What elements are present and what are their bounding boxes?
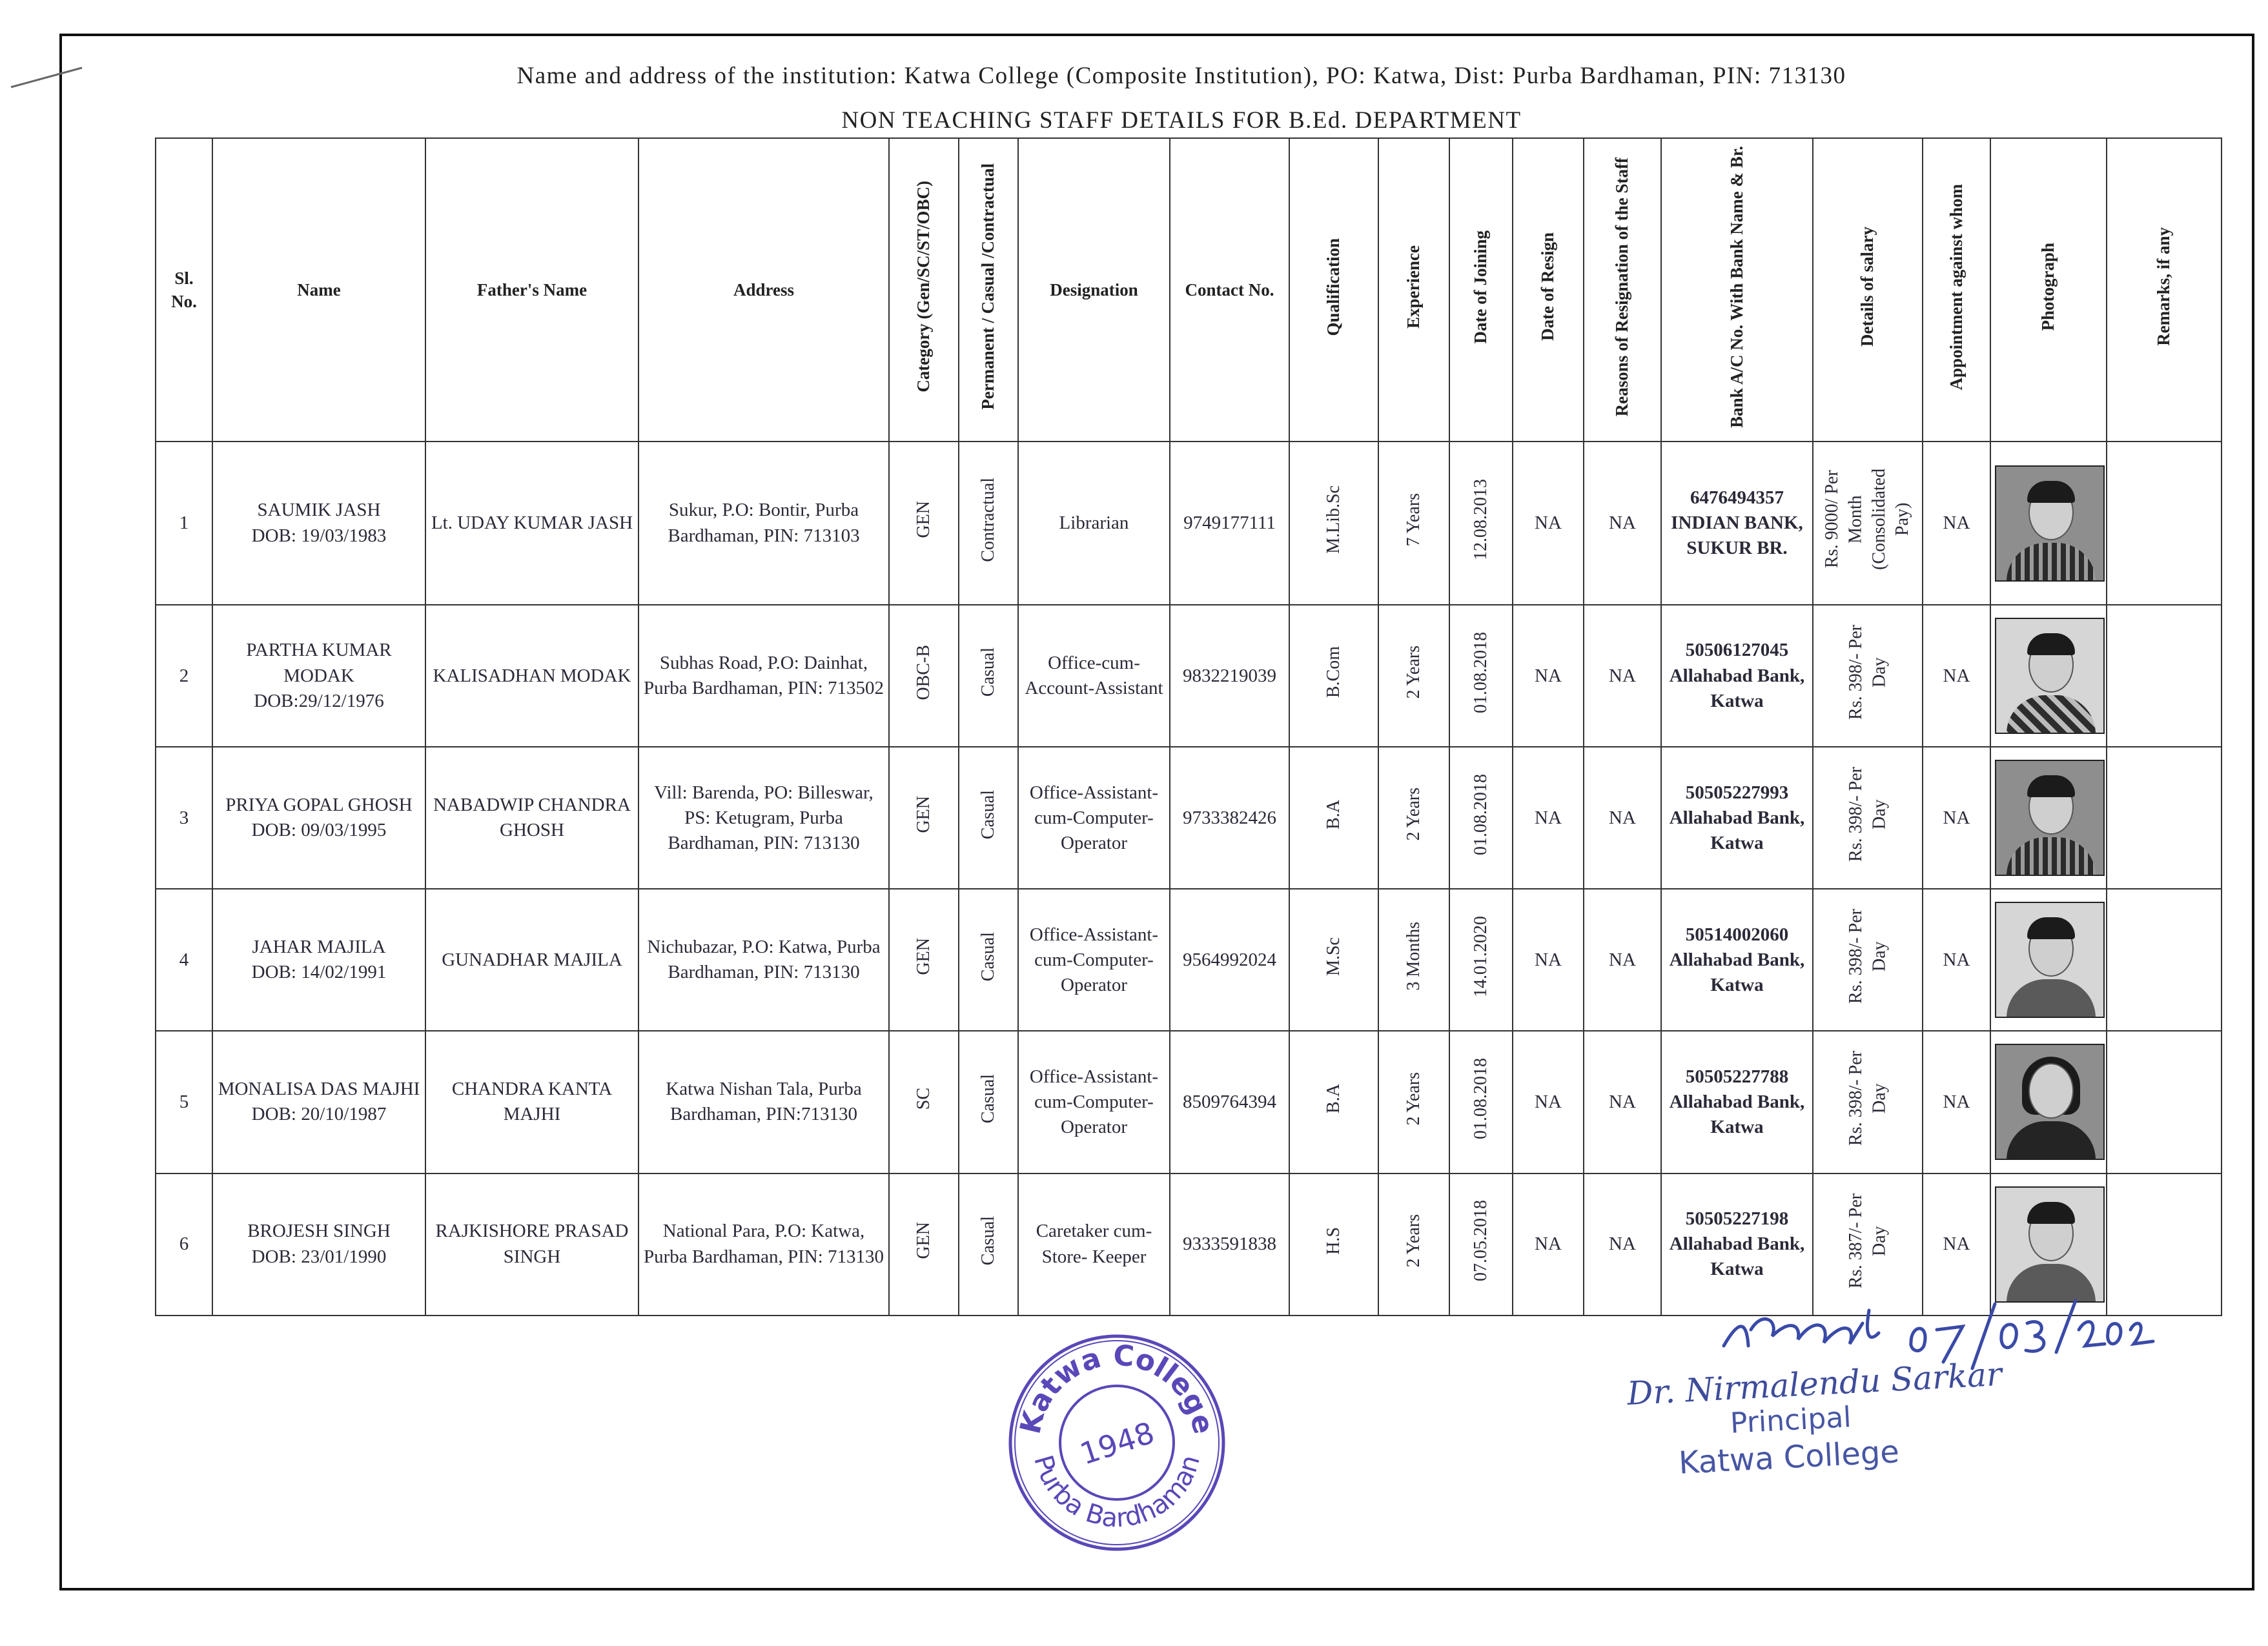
bank-account: 50505227993 <box>1685 782 1789 803</box>
cell-sl: 2 <box>156 605 212 747</box>
staff-name: JAHAR MAJILA <box>252 937 386 958</box>
cell-experience: 2 Years <box>1403 1072 1424 1126</box>
cell-father: RAJKISHORE PRASAD SINGH <box>425 1174 639 1316</box>
staff-dob: DOB: 20/10/1987 <box>251 1104 387 1125</box>
bank-name: Allahabad Bank, Katwa <box>1669 1091 1805 1138</box>
header-salary: Details of salary <box>1857 227 1877 347</box>
seal-year: 1948 <box>1076 1415 1159 1472</box>
cell-type: Casual <box>977 789 998 839</box>
staff-name: SAUMIK JASH <box>257 500 381 521</box>
table-row <box>156 1031 2222 1173</box>
cell-name <box>212 1174 425 1316</box>
cell-reason: NA <box>1584 605 1661 747</box>
cell-sl: 1 <box>156 442 212 605</box>
bank-account: 50505227788 <box>1685 1066 1789 1087</box>
cell-contact: 9333591838 <box>1170 1174 1289 1316</box>
cell-category: SC <box>913 1087 934 1110</box>
staff-dob: DOB: 23/01/1990 <box>251 1246 387 1267</box>
table-row <box>156 605 2222 747</box>
cell-name <box>212 442 425 605</box>
header-designation: Designation <box>1018 138 1170 442</box>
seal-top-text: Katwa College <box>1014 1339 1220 1438</box>
cell-father: NABADWIP CHANDRA GHOSH <box>425 747 639 889</box>
cell-contact: 9832219039 <box>1170 605 1289 747</box>
cell-father: CHANDRA KANTA MAJHI <box>425 1031 639 1173</box>
cell-bank <box>1661 747 1813 889</box>
header-sl: Sl. No. <box>156 138 212 442</box>
header-father: Father's Name <box>425 138 639 442</box>
signatory-college: Katwa College <box>1677 1434 1901 1481</box>
table-row <box>156 442 2222 605</box>
header-address: Address <box>639 138 889 442</box>
cell-resign: NA <box>1513 1031 1584 1173</box>
header-appointment: Appointment against whom <box>1946 183 1966 391</box>
cell-joining: 01.08.2018 <box>1470 1057 1491 1139</box>
cell-designation: Office-Assistant-cum-Computer-Operator <box>1018 889 1170 1031</box>
cell-remarks <box>2107 1031 2222 1173</box>
staff-dob: DOB:29/12/1976 <box>254 690 384 711</box>
header-joining: Date of Joining <box>1471 230 1491 344</box>
cell-contact: 9564992024 <box>1170 889 1289 1031</box>
college-seal <box>1004 1330 1230 1556</box>
cell-designation: Office-Assistant-cum-Computer-Operator <box>1018 747 1170 889</box>
cell-address: Vill: Barenda, PO: Billeswar, PS: Ketugram, Purba Bardhaman, PIN: 713130 <box>639 747 889 889</box>
cell-remarks <box>2107 605 2222 747</box>
staff-dob: DOB: 19/03/1983 <box>251 525 387 546</box>
cell-photo <box>1990 747 2107 889</box>
cell-photo <box>1990 889 2107 1031</box>
staff-name: PRIYA GOPAL GHOSH <box>225 795 413 816</box>
cell-category: GEN <box>913 1222 934 1259</box>
cell-contact: 8509764394 <box>1170 1031 1289 1173</box>
header-resign: Date of Resign <box>1538 232 1558 341</box>
svg-text:Katwa College <box>1014 1339 1220 1437</box>
cell-reason: NA <box>1584 1174 1661 1316</box>
header-category: Category (Gen/SC/ST/OBC) <box>914 181 934 393</box>
bank-name: Allahabad Bank, Katwa <box>1669 1234 1805 1280</box>
cell-type: Casual <box>977 647 998 697</box>
cell-appointment: NA <box>1923 747 1990 889</box>
cell-reason: NA <box>1584 889 1661 1031</box>
bank-account: 6476494357 <box>1690 487 1784 508</box>
cell-designation: Caretaker cum-Store- Keeper <box>1018 1174 1170 1316</box>
header-remarks: Remarks, if any <box>2154 227 2174 347</box>
table-row <box>156 889 2222 1031</box>
cell-address: Subhas Road, P.O: Dainhat, Purba Bardhaman, PIN: 713502 <box>639 605 889 747</box>
header-bank: Bank A/C No. With Bank Name & Br. <box>1726 145 1746 428</box>
bank-account: 50506127045 <box>1685 640 1789 661</box>
table-header-row <box>156 138 2222 442</box>
cell-sl: 6 <box>156 1174 212 1316</box>
header-reason: Reasons of Resignation of the Staff <box>1612 157 1632 416</box>
cell-name <box>212 605 425 747</box>
cell-salary: Rs. 9000/ Per Month (Consolidated Pay) <box>1822 469 1913 571</box>
cell-photo <box>1990 1031 2107 1173</box>
staff-photo <box>1995 902 2105 1018</box>
cell-salary: Rs. 398/- Per Day <box>1845 1051 1889 1146</box>
cell-resign: NA <box>1513 1174 1584 1316</box>
cell-joining: 01.08.2018 <box>1470 631 1491 713</box>
cell-resign: NA <box>1513 605 1584 747</box>
bank-name: INDIAN BANK, SUKUR BR. <box>1671 512 1803 559</box>
cell-address: Nichubazar, P.O: Katwa, Purba Bardhaman, PIN: 713130 <box>639 889 889 1031</box>
stray-pen-mark <box>8 65 85 90</box>
cell-category: GEN <box>913 501 934 538</box>
cell-contact: 9749177111 <box>1170 442 1289 605</box>
cell-qualification: M.Lib.Sc <box>1323 485 1343 554</box>
cell-experience: 2 Years <box>1403 645 1424 699</box>
cell-bank <box>1661 605 1813 747</box>
cell-type: Contractual <box>977 477 998 562</box>
cell-address: Katwa Nishan Tala, Purba Bardhaman, PIN:713130 <box>639 1031 889 1173</box>
cell-bank <box>1661 442 1813 605</box>
cell-joining: 12.08.2013 <box>1470 478 1491 560</box>
cell-joining: 07.05.2018 <box>1470 1200 1491 1282</box>
cell-father: GUNADHAR MAJILA <box>425 889 639 1031</box>
signatory-title: Principal <box>1729 1401 1852 1440</box>
bank-account: 50514002060 <box>1685 924 1789 945</box>
cell-experience: 2 Years <box>1403 1214 1424 1268</box>
cell-qualification: B.A <box>1323 799 1343 829</box>
staff-name: MONALISA DAS MAJHI <box>218 1079 420 1100</box>
cell-sl: 3 <box>156 747 212 889</box>
cell-appointment: NA <box>1923 1031 1990 1173</box>
cell-category: GEN <box>913 938 934 975</box>
seal-bottom-text: Purba Bardhaman <box>1028 1452 1206 1534</box>
cell-address: National Para, P.O: Katwa, Purba Bardhaman, PIN: 713130 <box>639 1174 889 1316</box>
cell-bank <box>1661 1031 1813 1173</box>
staff-photo <box>1995 465 2105 582</box>
cell-resign: NA <box>1513 442 1584 605</box>
cell-reason: NA <box>1584 442 1661 605</box>
cell-remarks <box>2107 747 2222 889</box>
cell-photo <box>1990 605 2107 747</box>
staff-dob: DOB: 09/03/1995 <box>251 820 387 841</box>
cell-qualification: B.Com <box>1323 646 1343 698</box>
cell-salary: Rs. 398/- Per Day <box>1845 909 1889 1004</box>
header-name: Name <box>212 138 425 442</box>
cell-qualification: B.A <box>1323 1083 1343 1113</box>
cell-bank <box>1661 889 1813 1031</box>
staff-name: BROJESH SINGH <box>247 1221 391 1242</box>
staff-photo <box>1995 760 2105 876</box>
staff-name: PARTHA KUMAR MODAK <box>246 640 392 686</box>
cell-salary: Rs. 398/- Per Day <box>1845 625 1889 720</box>
cell-experience: 2 Years <box>1403 787 1424 841</box>
cell-qualification: H.S <box>1323 1226 1343 1255</box>
cell-father: KALISADHAN MODAK <box>425 605 639 747</box>
cell-category: GEN <box>913 795 934 833</box>
cell-sl: 4 <box>156 889 212 1031</box>
svg-text:Purba Bardhaman <box>1028 1452 1206 1533</box>
cell-sl: 5 <box>156 1031 212 1173</box>
staff-photo <box>1995 1044 2105 1160</box>
cell-designation: Office-cum-Account-Assistant <box>1018 605 1170 747</box>
header-contact: Contact No. <box>1170 138 1289 442</box>
table-row <box>156 747 2222 889</box>
cell-type: Casual <box>977 1215 998 1266</box>
document-title: NON TEACHING STAFF DETAILS FOR B.Ed. DEPARTMENT <box>841 107 1522 134</box>
bank-name: Allahabad Bank, Katwa <box>1669 949 1805 995</box>
cell-salary: Rs. 398/- Per Day <box>1845 767 1889 862</box>
cell-name <box>212 889 425 1031</box>
cell-appointment: NA <box>1923 605 1990 747</box>
bank-name: Allahabad Bank, Katwa <box>1669 807 1805 853</box>
cell-type: Casual <box>977 931 998 981</box>
signatory-name: Dr. Nirmalendu Sarkar <box>1626 1355 2003 1413</box>
cell-appointment: NA <box>1923 889 1990 1031</box>
cell-category: OBC-B <box>913 644 934 700</box>
cell-reason: NA <box>1584 747 1661 889</box>
header-photo: Photograph <box>2038 243 2058 331</box>
cell-joining: 01.08.2018 <box>1470 773 1491 855</box>
cell-name <box>212 1031 425 1173</box>
cell-name <box>212 747 425 889</box>
staff-dob: DOB: 14/02/1991 <box>251 962 387 983</box>
cell-remarks <box>2107 442 2222 605</box>
cell-remarks <box>2107 889 2222 1031</box>
staff-table <box>155 137 2222 1316</box>
cell-designation: Librarian <box>1018 442 1170 605</box>
bank-name: Allahabad Bank, Katwa <box>1669 665 1805 711</box>
cell-resign: NA <box>1513 889 1584 1031</box>
bank-account: 50505227198 <box>1685 1208 1789 1229</box>
cell-experience: 7 Years <box>1403 493 1424 547</box>
cell-qualification: M.Sc <box>1323 937 1343 976</box>
staff-photo <box>1995 618 2105 734</box>
cell-type: Casual <box>977 1073 998 1124</box>
cell-designation: Office-Assistant-cum-Computer-Operator <box>1018 1031 1170 1173</box>
cell-resign: NA <box>1513 747 1584 889</box>
cell-appointment: NA <box>1923 1174 1990 1316</box>
cell-experience: 3 Months <box>1403 922 1424 991</box>
cell-joining: 14.01.2020 <box>1470 915 1491 997</box>
institution-line: Name and address of the institution: Katwa College (Composite Institution), PO: Katwa, Dist: Purba Bardhaman, PIN: 713130 <box>516 63 1846 89</box>
cell-reason: NA <box>1584 1031 1661 1173</box>
cell-photo <box>1990 442 2107 605</box>
header-qualification: Qualification <box>1323 238 1343 336</box>
header-experience: Experience <box>1404 245 1424 329</box>
cell-appointment: NA <box>1923 442 1990 605</box>
cell-salary: Rs. 387/- Per Day <box>1845 1193 1889 1288</box>
cell-father: Lt. UDAY KUMAR JASH <box>425 442 639 605</box>
header-type: Permanent / Casual /Contractual <box>978 163 998 411</box>
cell-contact: 9733382426 <box>1170 747 1289 889</box>
cell-address: Sukur, P.O: Bontir, Purba Bardhaman, PIN: 713103 <box>639 442 889 605</box>
